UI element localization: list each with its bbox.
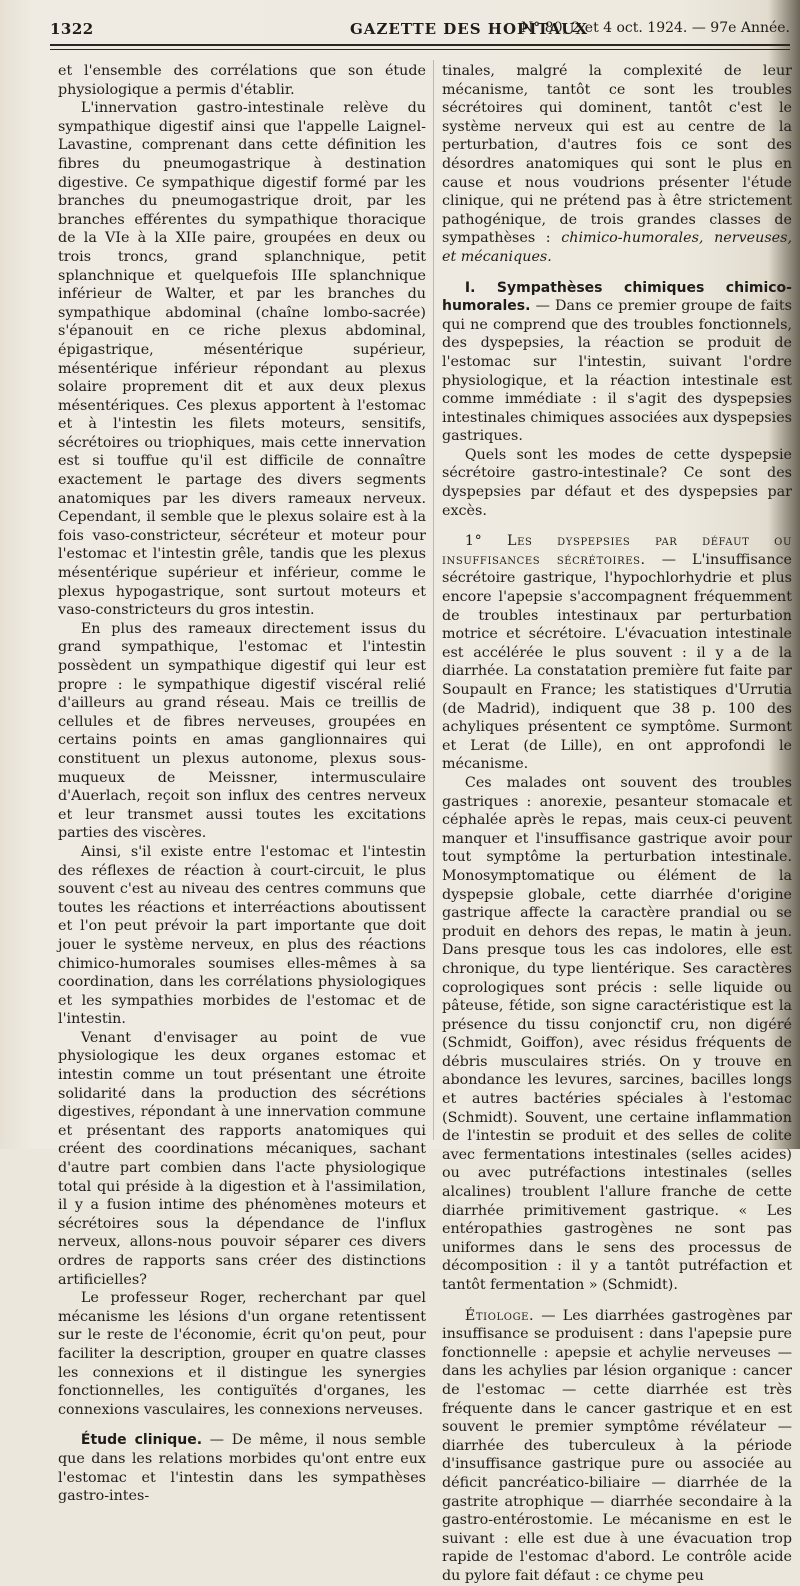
left-column — [58, 62, 426, 1506]
sub1-heading: 1° Les dyspepsies par défaut ou insuffisances sécrétoires. — [442, 533, 792, 568]
etude-heading: Étude clinique. — [80, 1432, 203, 1449]
section1-heading: I. Sympathèses chimiques chimico-humorales. — [442, 279, 792, 315]
paragraph: Venant d'envisager au point de vue physiologique les deux organes estomac et intestin comme un tout présentant une étroite solidarité dans la production des sécrétions digestives, répondant à une innervation commune et présentant des rapports anatomiques qui créent des coordinations mécaniques, sachant d'autre part combien dans l'acte physiologique total qui préside à la digestion et à l'assimilation, il y a fusion intime des phénomènes moteurs et sécrétoires sous la dépendance de l'influx nerveux, allons-nous pouvoir séparer ces divers ordres de rapports sans créer des distinctions artificielles? — [58, 1029, 426, 1288]
page-number: 1322 — [50, 20, 94, 38]
page-header — [50, 18, 790, 42]
etiologie-heading: Étiologe. — [464, 1307, 535, 1324]
etiologie-text: — Les diarrhées gastrogènes par insuffisance se produisent : dans l'apepsie pure fonctionnelle : apepsie et achylie nerveuses — dans les achylies par lésion organique : cancer de l'estomac — cette diarrhée est très fréquente dans le cancer gastrique et en est souvent le premier symptôme révélateur — diarrhée des tuberculeux à la période d'insuffisance gastrique pure ou associée au déficit pancréatico-biliaire — diarrhée de la gastrite atrophique — diarrhée secondaire à la gastro-entérostomie. Le mécanisme en est le suivant : elle est due à une évacuation trop rapide de l'estomac d'abord. Le contrôle acide du pylore fait défaut : ce chyme peu — [442, 1307, 792, 1584]
paragraph: Ces malades ont souvent des troubles gastriques : anorexie, pesanteur stomacale et céphalée après le repas, mais ceux-ci peuvent manquer et l'insuffisance gastrique avoir pour tout symptôme la perturbation intestinale. Monosymptomatique ou élément de la dyspepsie globale, cette diarrhée d'origine gastrique affecte la caractère prandial ou se produit en dehors des repas, le matin à jeun. Dans presque tous les cas indolores, elle est chronique, du type lientérique. Ses caractères coprologiques sont précis : selle liquide ou pâteuse, fétide, son signe caractéristique est la présence du tissu conjonctif cru, non digéré (Schmidt, Goiffon), avec résidus fréquents de débris musculaires striés. On y trouve en abondance les levures, sarcines, bacilles longs et autres bactéries spéciales à l'estomac (Schmidt). Souvent, une certaine inflammation de l'intestin se produit et des selles de colite avec fermentations intestinales (selles acides) ou avec putréfactions intestinales (selles alcalines) troublent l'allure franche de cette diarrhée primitivement gastrique. « Les entéropathies gastrogènes ne sont pas uniformes dans le sens des processus de décomposition : il y a tantôt putréfaction et tantôt fermentation » (Schmidt). — [442, 774, 792, 1293]
header-rule-thin — [50, 49, 790, 50]
paragraph: En plus des rameaux directement issus du grand sympathique, l'estomac et l'intestin possèdent un sympathique digestif qui leur est propre : le sympathique digestif viscéral relié d'ailleurs au grand réseau. Mais ce treillis de cellules et de fibres nerveuses, groupées en certains points en amas ganglionnaires qui constituent un plexus autonome, plexus sous-muqueux de Meissner, intermusculaire d'Auerlach, reçoit son influx des centres nerveux et leur transmet aussi toutes les excitations parties des viscères. — [58, 620, 426, 842]
column-divider — [433, 60, 434, 1140]
issue-info: N° 80, 2 et 4 oct. 1924. — 97e Année. — [521, 20, 790, 36]
etude-text: — De même, il nous semble que dans les relations morbides qu'ont entre eux l'estomac et l'intestin dans les sympathèses gastro-intes- — [58, 1432, 426, 1505]
intro-text: tinales, malgré la complexité de leur mécanisme, tantôt ce sont les troubles sécrétoires qui dominent, tantôt c'est le système nerveux qui est au centre de la perturbation, d'autres fois ce sont des désordres anatomiques qui sont le plus en cause et nous voudrions présenter l'étude clinique, qui ne prétend pas à être strictement pathogénique, de trois grandes classes de sympathèses : — [442, 63, 792, 247]
header-rule-thick — [50, 44, 790, 46]
etiologie-paragraph — [442, 1307, 792, 1586]
paragraph: Quels sont les modes de cette dyspepsie sécrétoire gastro-intestinale? Ce sont des dyspepsies par défaut et des dyspepsies par excès. — [442, 446, 792, 519]
journal-title: GAZETTE DES HOPITAUX — [350, 20, 589, 38]
intro-italic: chimico-humorales, nerveuses, et mécaniques. — [442, 230, 793, 265]
right-column — [442, 62, 792, 1586]
section1-paragraph — [442, 279, 792, 446]
sub1-paragraph — [442, 532, 792, 774]
section1-text: — Dans ce premier groupe de faits qui ne comprend que des troubles fonctionnels, des dyspepsies, la réaction se produit de l'estomac sur l'intestin, suivant l'ordre physiologique, et la réaction intestinale est comme immédiate : il s'agit des dyspepsies intestinales chimiques associées aux dyspepsies gastriques. — [442, 298, 792, 445]
paragraph: et l'ensemble des corrélations que son étude physiologique a permis d'établir. — [58, 63, 426, 98]
paragraph: Le professeur Roger, recherchant par quel mécanisme les lésions d'un organe retentissent sur le reste de l'économie, écrit qu'on peut, pour faciliter la description, grouper en quatre classes les connexions et il distingue les synergies fonctionnelles, les contiguïtés d'organes, les connexions vasculaires, les connexions nerveuses. — [58, 1290, 426, 1418]
paragraph: Ainsi, s'il existe entre l'estomac et l'intestin des réflexes de réaction à court-circuit, le plus souvent c'est au niveau des centres communs que toutes les réactions et interréactions aboutissent et l'on peut prévoir la part importante que doit jouer le système nerveux, en plus des réactions chimico-humorales soumises elles-mêmes à sa coordination, dans les corrélations physiologiques et les sympathies morbides de l'estomac et de l'intestin. — [58, 843, 426, 1028]
sub1-text: — L'insuffisance sécrétoire gastrique, l'hypochlorhydrie et plus encore l'apepsie s'accompagnent fréquemment de troubles intestinaux par perturbation motrice et sécrétoire. L'évacuation intestinale est accélérée le plus souvent : il y a de la diarrhée. La constatation première fut faite par Soupault en France; les statistiques d'Urrutia (de Madrid), indiquent que 38 p. 100 des achyliques présentent ce symptôme. Surmont et Lerat (de Lille), en ont approfondi le mécanisme. — [442, 551, 793, 773]
paragraph: L'innervation gastro-intestinale relève du sympathique digestif ainsi que l'appelle Laignel-Lavastine, comprenant dans cette définition les fibres du pneumogastrique à destination digestive. Ce sympathique digestif formé par les branches du pneumogastrique droit, par les branches efférentes du sympathique thoracique de la VIe à la XIIe paire, groupées en deux ou trois troncs, grand splanchnique, petit splanchnique et quelquefois IIIe splanchnique inférieur de Walter, et par les branches du sympathique abdominal (chaîne lombo-sacrée) s'épanouit en ce riche plexus abdominal, épigastrique, mésentérique supérieur, mésentérique inférieur répondant au plexus solaire proprement dit et aux deux plexus mésentériques. Ces plexus apportent à l'estomac et à l'intestin les filets moteurs, sensitifs, sécrétoires ou triophiques, mais cette innervation est si touffue qu'il est difficile de connaître exactement le partage des divers segments anatomiques par les divers rameaux nerveux. Cependant, il semble que le plexus solaire est à la fois vaso-constricteur, sécréteur et moteur pour l'estomac et l'intestin grêle, tandis que les plexus mésentérique supérieur et inférieur, comme le plexus hypogastrique, sont surtout moteurs et vaso-constricteurs du gros intestin. — [58, 100, 426, 619]
intro-paragraph — [442, 62, 792, 267]
etude-paragraph — [58, 1431, 426, 1505]
